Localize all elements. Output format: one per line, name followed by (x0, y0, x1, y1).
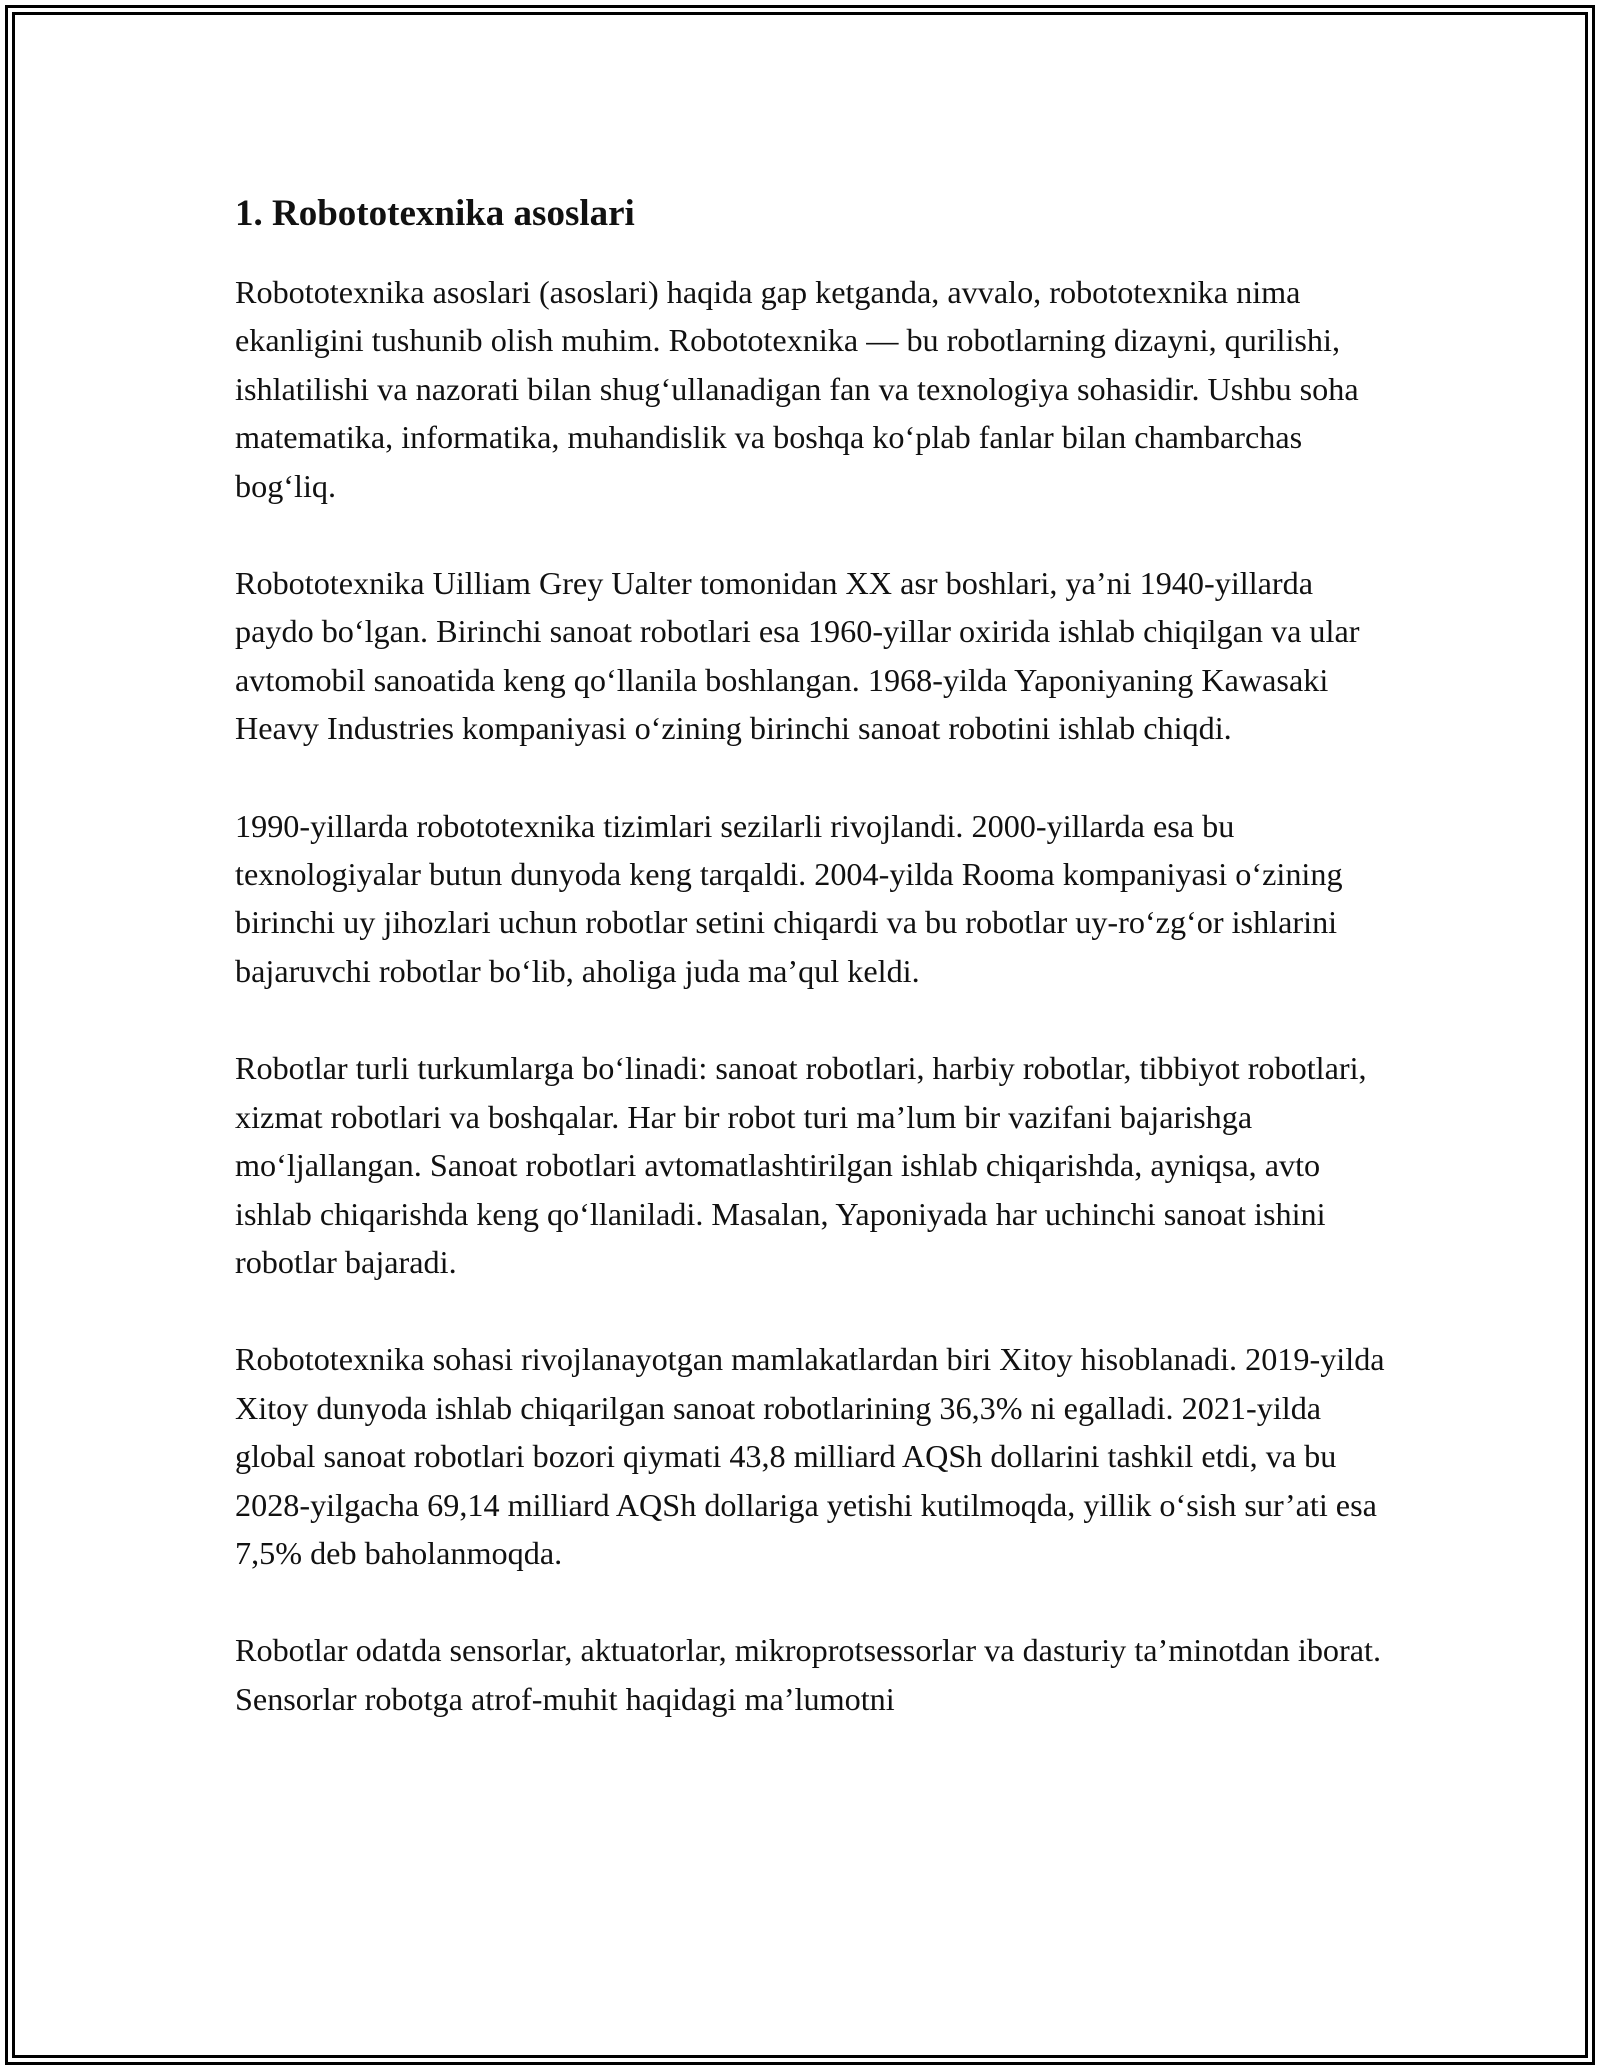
paragraph-history: Robototexnika Uilliam Grey Ualter tomonidan XX asr boshlari, ya’ni 1940-yillarda paydo bo‘lgan. Birinchi sanoat robotlari esa 1960-yillar oxirida ishlab chiqilgan va ular avtomobil sanoatida keng qo‘llanila boshlangan. 1968-yilda Yaponiyaning Kawasaki Heavy Industries kompaniyasi o‘zining birinchi sanoat robotini ishlab chiqdi. (235, 565, 1360, 747)
paragraph-intro: Robototexnika asoslari (asoslari) haqida gap ketganda, avvalo, robototexnika nima ekanligini tushunib olish muhim. Robototexnika — bu robotlarning dizayni, qurilishi, ishlatilishi va nazorati bilan shug‘ullanadigan fan va texnologiya sohasidir. Ushbu soha matematika, informatika, muhandislik va boshqa ko‘plab fanlar bilan chambarchas bog‘liq. (235, 274, 1359, 504)
paragraph-market: Robototexnika sohasi rivojlanayotgan mamlakatlardan biri Xitoy hisoblanadi. 2019-yilda Xitoy dunyoda ishlab chiqarilgan sanoat robotlarining 36,3% ni egalladi. 2021-yilda global sanoat robotlari bozori qiymati 43,8 milliard AQSh dollarini tashkil etdi, va bu 2028-yilgacha 69,14 milliard AQSh dollariga yetishi kutilmoqda, yillik o‘sish sur’ati esa 7,5% deb baholanmoqda. (235, 1341, 1385, 1571)
section-heading: 1. Robototexnika asoslari (235, 193, 635, 234)
paragraph-development: 1990-yillarda robototexnika tizimlari sezilarli rivojlandi. 2000-yillarda esa bu texnologiyalar butun dunyoda keng tarqaldi. 2004-yilda Rooma kompaniyasi o‘zining birinchi uy jihozlari uchun robotlar setini chiqardi va bu robotlar uy-ro‘zg‘or ishlarini bajaruvchi robotlar bo‘lib, aholiga juda ma’qul keldi. (235, 807, 1343, 989)
paragraph-types: Robotlar turli turkumlarga bo‘linadi: sanoat robotlari, harbiy robotlar, tibbiyot robotlari, xizmat robotlari va boshqalar. Har bir robot turi ma’lum bir vazifani bajarishga mo‘ljallangan. Sanoat robotlari avtomatlashtirilgan ishlab chiqarishda, ayniqsa, avto ishlab chiqarishda keng qo‘llaniladi. Masalan, Yaponiyada har uchinchi sanoat ishini robotlar bajaradi. (235, 1050, 1367, 1280)
document-page (235, 186, 1395, 1772)
paragraph-components: Robotlar odatda sensorlar, aktuatorlar, mikroprotsessorlar va dasturiy ta’minotdan iborat. Sensorlar robotga atrof-muhit haqidagi ma’lumotni (235, 1632, 1382, 1717)
